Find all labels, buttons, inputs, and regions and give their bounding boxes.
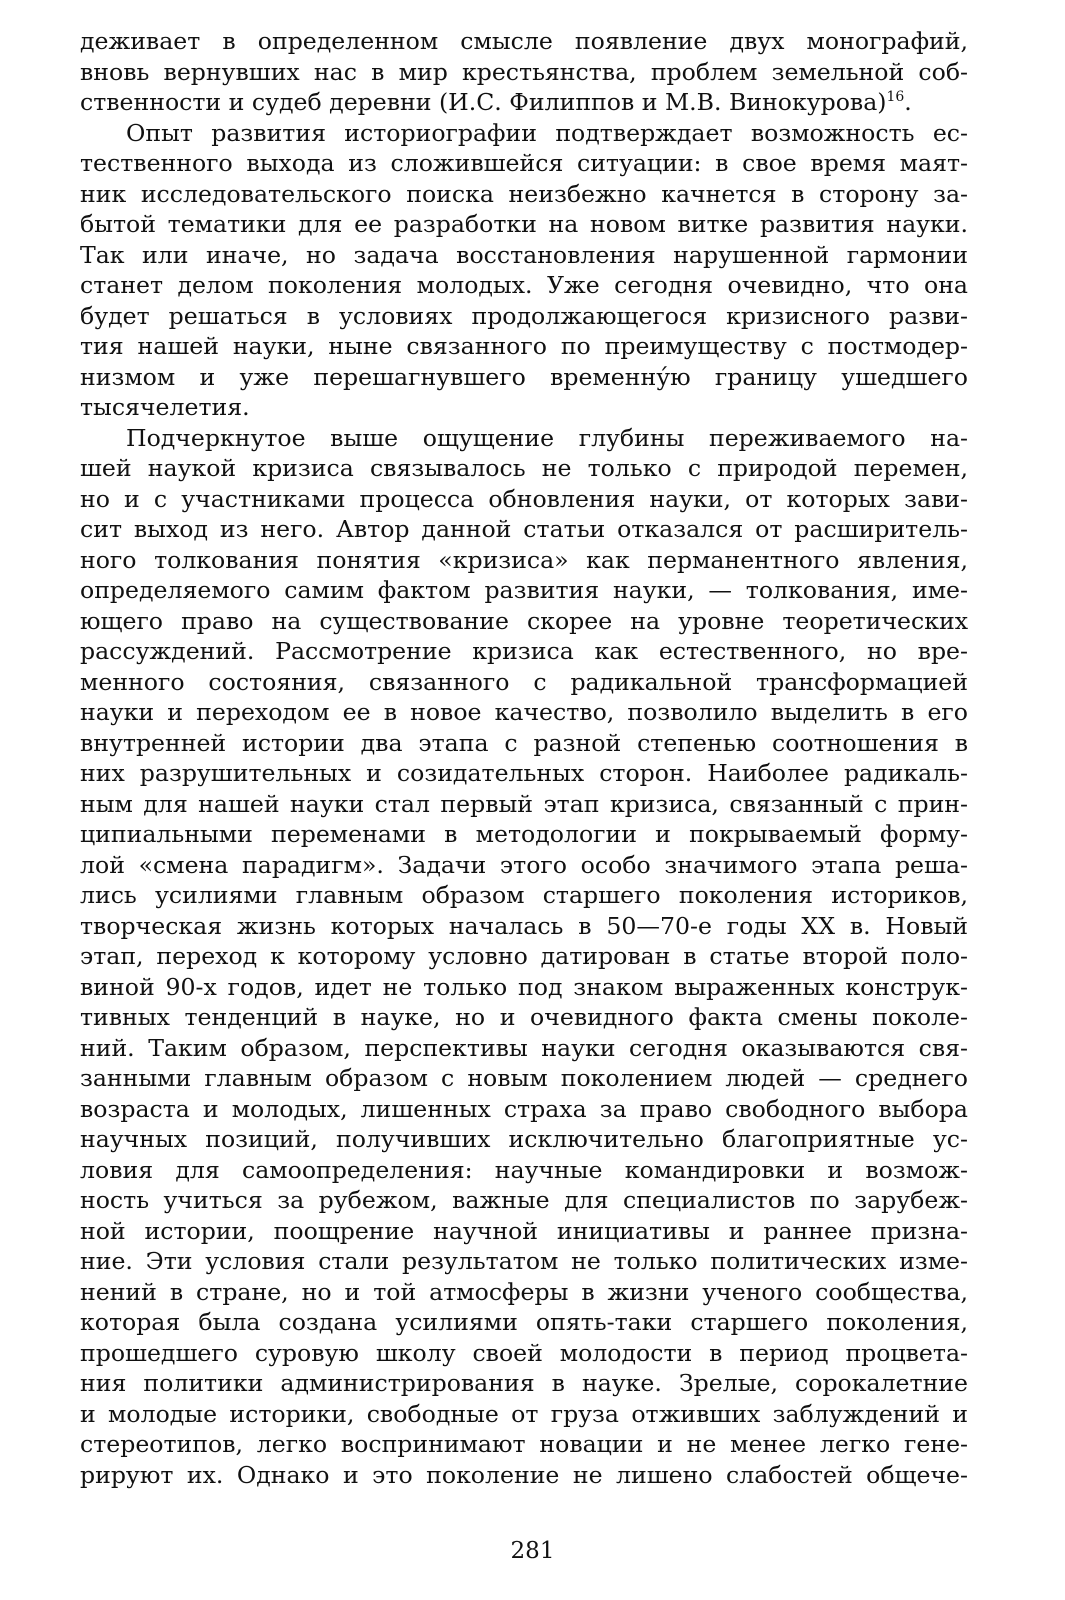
text-line: бытой тематики для ее разработки на новом витке развития науки.	[80, 210, 968, 238]
text-line: ной истории, поощрение научной инициативы и раннее призна-	[80, 1216, 968, 1245]
text-line: Так или иначе, но задача восстановления нарушенной гармонии	[80, 240, 968, 269]
text-line: лой «смена парадигм». Задачи этого особо значимого этапа реша-	[80, 850, 968, 879]
text-line: возраста и молодых, лишенных страха за право свободного выбора	[80, 1094, 968, 1123]
text-line: определяемого самим фактом развития науки, — толкования, име-	[80, 576, 968, 604]
text-line: рассуждений. Рассмотрение кризиса как естественного, но вре-	[80, 637, 968, 665]
text-line: тысячелетия.	[80, 393, 250, 421]
footnote-tail: .	[904, 88, 912, 116]
text-line: низмом и уже перешагнувшего временну́ю границу ушедшего	[80, 362, 968, 391]
text-line: вновь вернувших нас в мир крестьянства, проблем земельной соб-	[80, 57, 968, 86]
text-line: Подчеркнутое выше ощущение глубины переживаемого на-	[126, 423, 968, 452]
text-line: лись усилиями главным образом старшего поколения историков,	[80, 881, 968, 909]
text-line: деживает в определенном смысле появление двух монографий,	[80, 27, 968, 55]
text-line: будет решаться в условиях продолжающегося кризисного разви-	[80, 301, 968, 330]
text-line: ловия для самоопределения: научные командировки и возмож-	[80, 1155, 968, 1184]
text-line: научных позиций, получивших исключительно благоприятные ус-	[80, 1125, 968, 1153]
text-line: ющего право на существование скорее на уровне теоретических	[80, 606, 968, 635]
page-number: 281	[510, 1538, 555, 1564]
paragraph	[80, 118, 968, 423]
text-line: но и с участниками процесса обновления науки, от которых зави-	[80, 484, 968, 513]
text-line: нений в стране, но и той атмосферы в жизни ученого сообщества,	[80, 1277, 968, 1306]
text-line: ственности и судеб деревни (И.С. Филиппов и М.В. Винокурова)$^{16}$.	[80, 88, 912, 116]
text-line: стереотипов, легко воспринимают новации и не менее легко гене-	[80, 1430, 968, 1458]
text-line: тия нашей науки, ныне связанного по преимуществу с постмодер-	[80, 332, 968, 360]
text-line: этап, переход к которому условно датирован в статье второй поло-	[80, 942, 968, 970]
text-line: ным для нашей науки стал первый этап кризиса, связанный с прин-	[80, 789, 968, 818]
text-line: тественного выхода из сложившейся ситуации: в свое время маят-	[80, 149, 968, 177]
text-line: внутренней истории два этапа с разной степенью соотношения в	[80, 728, 968, 757]
text-line: ник исследовательского поиска неизбежно качнется в сторону за-	[80, 179, 968, 208]
text-line: станет делом поколения молодых. Уже сегодня очевидно, что она	[80, 271, 968, 299]
text-line: виной 90-х годов, идет не только под знаком выраженных конструк-	[80, 972, 968, 1001]
paragraph	[80, 423, 968, 1491]
paragraph	[80, 26, 968, 118]
text-line: ний. Таким образом, перспективы науки сегодня оказываются свя-	[80, 1033, 968, 1062]
text-line: тивных тенденций в науке, но и очевидного факта смены поколе-	[80, 1003, 968, 1031]
text-line: которая была создана усилиями опять-таки старшего поколения,	[80, 1308, 968, 1336]
text-line: ность учиться за рубежом, важные для специалистов по зарубеж-	[80, 1186, 968, 1214]
text-line: ного толкования понятия «кризиса» как перманентного явления,	[80, 545, 968, 574]
text-line: шей наукой кризиса связывалось не только с природой перемен,	[80, 454, 968, 482]
text-line: и молодые историки, свободные от груза отживших заблуждений и	[80, 1399, 968, 1428]
text-line: ния политики администрирования в науке. Зрелые, сорокалетние	[80, 1369, 968, 1397]
text-line: ние. Эти условия стали результатом не только политических изме-	[80, 1247, 968, 1275]
text-line: сит выход из него. Автор данной статьи отказался от расширитель-	[80, 515, 968, 543]
text-line: ципиальными переменами в методологии и покрываемый форму-	[80, 820, 968, 848]
text-line: прошедшего суровую школу своей молодости в период процвета-	[80, 1338, 968, 1367]
text-line: науки и переходом ее в новое качество, позволило выделить в его	[80, 698, 968, 726]
text-line: занными главным образом с новым поколением людей — среднего	[80, 1064, 968, 1092]
text-line: рируют их. Однако и это поколение не лишено слабостей общече-	[80, 1460, 968, 1489]
text-line: Опыт развития историографии подтверждает возможность ес-	[126, 118, 968, 147]
body-text	[80, 26, 968, 1490]
footnote-reference: 16	[886, 89, 905, 105]
text-line: них разрушительных и созидательных сторон. Наиболее радикаль-	[80, 759, 968, 787]
text-line: творческая жизнь которых началась в 50—70-е годы XX в. Новый	[80, 911, 968, 940]
text-line: менного состояния, связанного с радикальной трансформацией	[80, 667, 968, 696]
